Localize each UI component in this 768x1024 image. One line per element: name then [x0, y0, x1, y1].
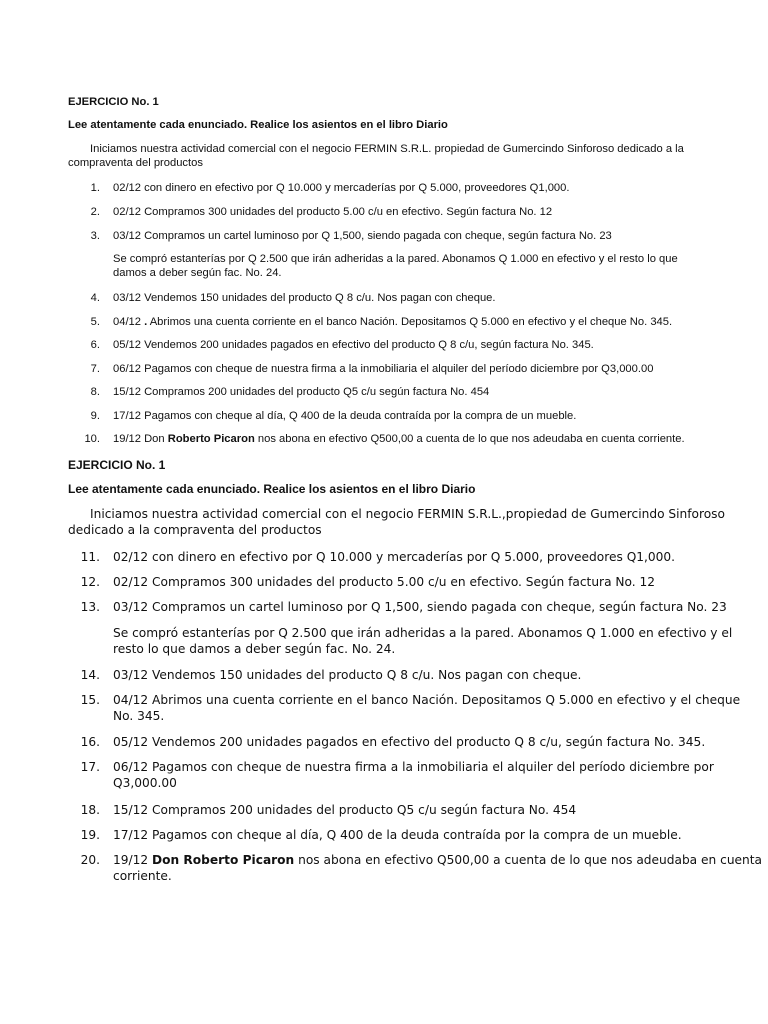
list-item-number: 20.	[80, 853, 100, 867]
intro-paragraph-line-1: Iniciamos nuestra actividad comercial con el negocio FERMIN S.R.L.,propiedad de Gumercindo Sinforoso	[90, 507, 725, 521]
list-item-text: 04/12 Abrimos una cuenta corriente en el banco Nación. Depositamos Q 5.000 en efectivo y el cheque	[113, 693, 741, 707]
intro-paragraph-line-2: dedicado a la compraventa del productos	[68, 523, 322, 537]
list-item-number: 4.	[90, 292, 100, 304]
list-item-number: 5.	[90, 316, 100, 328]
list-item-number: 6.	[90, 339, 100, 351]
list-item-text: 19/12 Don Roberto Picaron nos abona en efectivo Q500,00 a cuenta de lo que nos adeudaba en cuenta	[113, 853, 763, 867]
list-item-number: 14.	[80, 668, 100, 682]
list-item-text: corriente.	[113, 869, 172, 883]
list-item-text: 02/12 con dinero en efectivo por Q 10.000 y mercaderías por Q 5.000, proveedores Q1,000.	[113, 550, 676, 564]
list-item-text: 15/12 Compramos 200 unidades del producto Q5 c/u según factura No. 454	[113, 386, 490, 398]
list-item-text: 19/12 Don Roberto Picaron nos abona en efectivo Q500,00 a cuenta de lo que nos adeudaba en cuenta corriente.	[113, 433, 685, 445]
list-item-text: 02/12 con dinero en efectivo por Q 10.000 y mercaderías por Q 5.000, proveedores Q1,000.	[113, 182, 570, 194]
list-item-text: 17/12 Pagamos con cheque al día, Q 400 de la deuda contraída por la compra de un mueble.	[113, 828, 682, 842]
intro-paragraph-line-2: compraventa del productos	[68, 157, 203, 169]
list-item-number: 3.	[90, 230, 100, 242]
list-item-text: resto lo que damos a deber según fac. No. 24.	[113, 642, 396, 656]
list-item-number: 2.	[90, 206, 100, 218]
list-item-text: 06/12 Pagamos con cheque de nuestra firma a la inmobiliaria el alquiler del período diciembre por Q3,000.00	[113, 363, 654, 375]
exercise-title: EJERCICIO No. 1	[68, 458, 166, 472]
list-item-text: Se compró estanterías por Q 2.500 que irán adheridas a la pared. Abonamos Q 1.000 en efectivo y el	[113, 626, 733, 640]
list-item-number: 1.	[90, 182, 100, 194]
list-item-number: 9.	[90, 410, 100, 422]
list-item-number: 11.	[80, 550, 100, 564]
list-item-text: 03/12 Vendemos 150 unidades del producto Q 8 c/u. Nos pagan con cheque.	[113, 668, 582, 682]
list-item-text: 06/12 Pagamos con cheque de nuestra firma a la inmobiliaria el alquiler del período diciembre por	[113, 760, 714, 774]
exercise-instruction: Lee atentamente cada enunciado. Realice los asientos en el libro Diario	[68, 119, 448, 131]
list-item-number: 16.	[80, 735, 100, 749]
list-item-text: damos a deber según fac. No. 24.	[113, 267, 282, 279]
list-item-text: 03/12 Compramos un cartel luminoso por Q 1,500, siendo pagada con cheque, según factura No. 23	[113, 230, 612, 242]
exercise-instruction: Lee atentamente cada enunciado. Realice los asientos en el libro Diario	[68, 482, 476, 496]
list-item-number: 10.	[84, 433, 100, 445]
list-item-text: 04/12 . Abrimos una cuenta corriente en el banco Nación. Depositamos Q 5.000 en efectivo y el cheque No. 345.	[113, 316, 673, 328]
list-item-text: 02/12 Compramos 300 unidades del producto 5.00 c/u en efectivo. Según factura No. 12	[113, 206, 553, 218]
list-item-text: 17/12 Pagamos con cheque al día, Q 400 de la deuda contraída por la compra de un mueble.	[113, 410, 577, 422]
list-item-number: 18.	[80, 803, 100, 817]
list-item-number: 19.	[80, 828, 100, 842]
list-item-number: 8.	[90, 386, 100, 398]
list-item-text: Q3,000.00	[113, 776, 177, 790]
list-item-number: 15.	[80, 693, 100, 707]
list-item-number: 7.	[90, 363, 100, 375]
list-item-text: 02/12 Compramos 300 unidades del producto 5.00 c/u en efectivo. Según factura No. 12	[113, 575, 656, 589]
list-item-text: 03/12 Vendemos 150 unidades del producto Q 8 c/u. Nos pagan con cheque.	[113, 292, 496, 304]
list-item-text: 15/12 Compramos 200 unidades del producto Q5 c/u según factura No. 454	[113, 803, 577, 817]
intro-paragraph-line-1: Iniciamos nuestra actividad comercial con el negocio FERMIN S.R.L. propiedad de Gumercindo Sinforoso dedicado a la	[90, 143, 684, 155]
list-item-text: 05/12 Vendemos 200 unidades pagados en efectivo del producto Q 8 c/u, según factura No. 345.	[113, 735, 706, 749]
list-item-number: 17.	[80, 760, 100, 774]
list-item-number: 12.	[80, 575, 100, 589]
list-item-text: 03/12 Compramos un cartel luminoso por Q 1,500, siendo pagada con cheque, según factura No. 23	[113, 600, 727, 614]
list-item-number: 13.	[80, 600, 100, 614]
list-item-text: Se compró estanterías por Q 2.500 que irán adheridas a la pared. Abonamos Q 1.000 en efectivo y el resto lo que	[113, 253, 678, 265]
list-item-text: 05/12 Vendemos 200 unidades pagados en efectivo del producto Q 8 c/u, según factura No. 345.	[113, 339, 594, 351]
exercise-title: EJERCICIO No. 1	[68, 96, 159, 108]
list-item-text: No. 345.	[113, 709, 165, 723]
